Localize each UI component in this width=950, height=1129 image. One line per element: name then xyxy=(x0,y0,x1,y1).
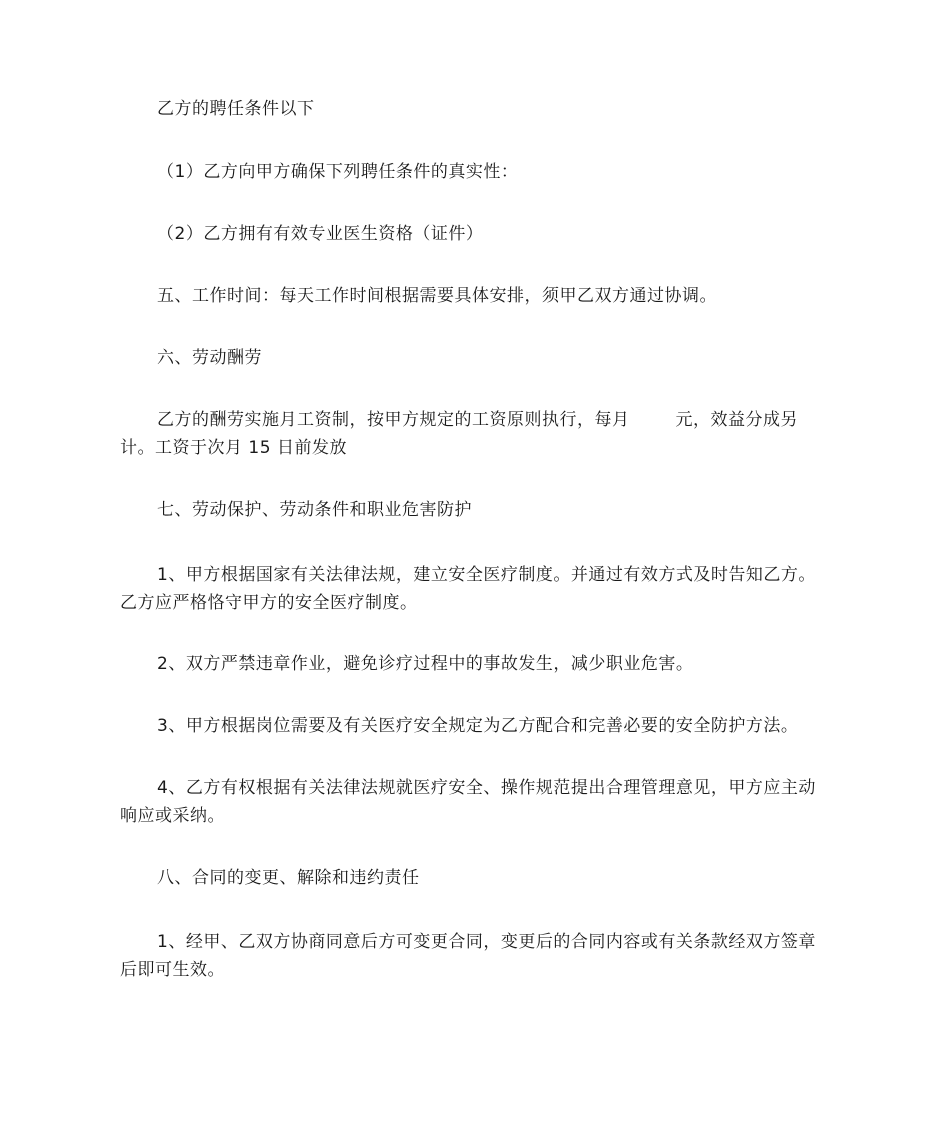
salary-clause xyxy=(120,406,832,462)
contract-change-heading: 八、合同的变更、解除和违约责任 xyxy=(157,868,420,888)
labor-protection-heading: 七、劳动保护、劳动条件和职业危害防护 xyxy=(157,500,472,520)
protection-item-4: 4、乙方有权根据有关法律法规就医疗安全、操作规范提出合理管理意见，甲方应主动响应或采纳。 xyxy=(120,778,816,826)
salary-clause-before-blank: 乙方的酬劳实施月工资制，按甲方规定的工资原则执行，每月 xyxy=(157,410,630,430)
protection-item-3: 3、甲方根据岗位需要及有关医疗安全规定为乙方配合和完善必要的安全防护方法。 xyxy=(157,716,799,736)
condition-item-1: （1）乙方向甲方确保下列聘任条件的真实性： xyxy=(157,162,519,182)
contract-change-item-1: 1、经甲、乙双方协商同意后方可变更合同，变更后的合同内容或有关条款经双方签章后即可生效。 xyxy=(120,932,816,980)
protection-item-2: 2、双方严禁违章作业，避免诊疗过程中的事故发生，减少职业危害。 xyxy=(157,654,694,674)
protection-item-1: 1、甲方根据国家有关法律法规，建立安全医疗制度。并通过有效方式及时告知乙方。乙方应严格恪守甲方的安全医疗制度。 xyxy=(120,565,816,613)
condition-item-2: （2）乙方拥有有效专业医生资格（证件） xyxy=(157,224,484,244)
working-hours-clause: 五、工作时间：每天工作时间根据需要具体安排，须甲乙双方通过协调。 xyxy=(157,286,717,306)
remuneration-heading: 六、劳动酬劳 xyxy=(157,348,262,368)
salary-clause-after-blank: 元，效益分成另计。工资于次月 15 日前发放 xyxy=(120,410,798,458)
employment-conditions-heading: 乙方的聘任条件以下 xyxy=(157,99,315,119)
